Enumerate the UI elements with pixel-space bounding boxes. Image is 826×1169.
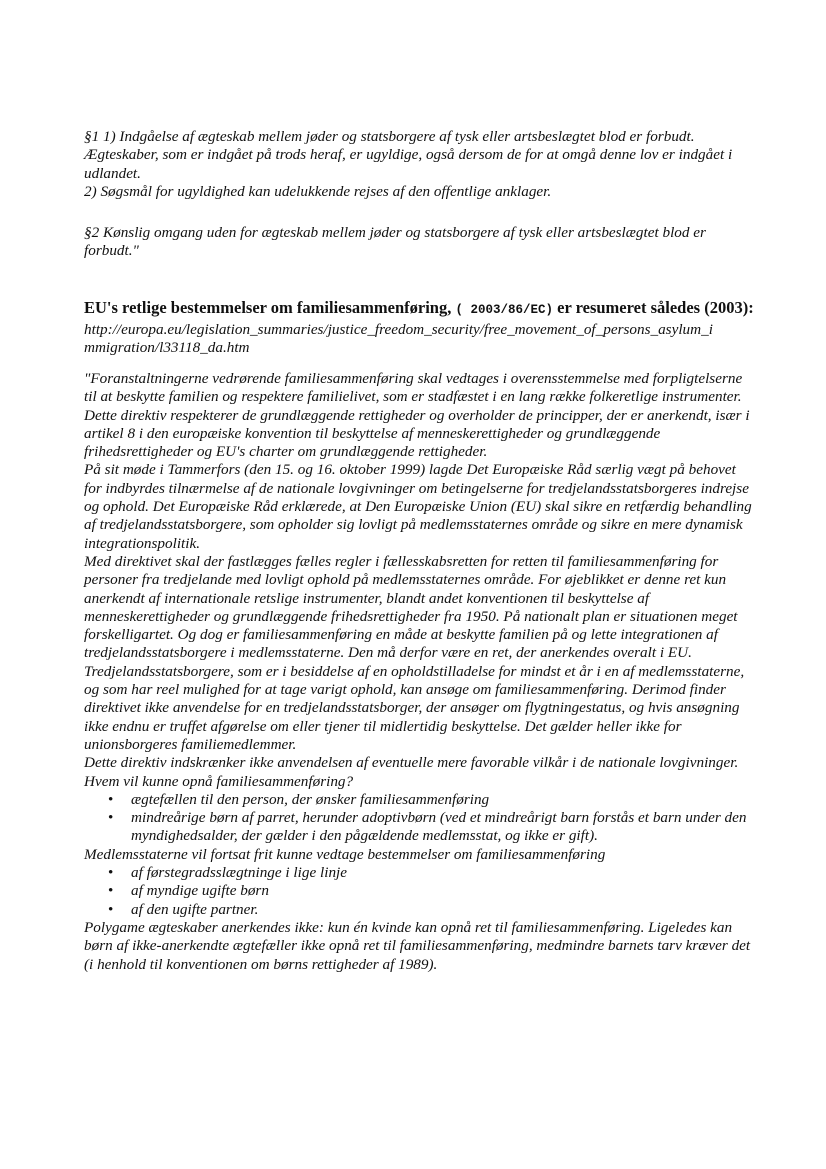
summary-paragraph-1: "Foranstaltningerne vedrørende familiesammenføring skal vedtages i overensstemmelse med forpligtelserne til at beskytte familien og respektere familielivet, som er stadfæstet i en lang række folkeretlige instrumenter. Dette direktiv respekterer de grundlæggende rettigheder og overholder de principper, der er anerkendt, især i artikel 8 i den europæiske konvention til beskyttelse af menneskerettigheder og grundlæggende frihedsrettigheder og EU's charter om grundlæggende rettigheder. <box>84 370 750 461</box>
section-1-item-2: 2) Søgsmål for ugyldighed kan udelukkende rejses af den offentlige anklager. <box>84 182 552 200</box>
polygamy-paragraph: Polygame ægteskaber anerkendes ikke: kun én kvinde kan opnå ret til familiesammenføring. Ligeledes kan børn af ikke-anerkendte ægtefæller ikke opnå ret til familiesammenføring, medmindre barnets tarv kræver det (i henhold til konventionen om børns rettigheder af 1989). <box>84 918 751 973</box>
source-url[interactable]: http://europa.eu/legislation_summaries/justice_freedom_security/free_movement_of_persons_asylum_i mmigration/l33118_da.htm <box>84 321 713 357</box>
list-item: • af myndige ugifte børn <box>84 882 756 900</box>
member-states-list <box>84 864 756 919</box>
summary-paragraph-3: Med direktivet skal der fastlægges fælles regler i fællesskabsretten for retten til familiesammenføring for personer fra tredjelande med lovligt ophold på medlemsstaternes område. For øjeblikket er denne ret kun anerkendt af internationale retslige instrumenter, blandt andet konventionen til beskyttelse af menneskerettigheder og grundlæggende frihedsrettigheder fra 1950. På nationalt plan er situationen meget forskelligartet. Og dog er familiesammenføring en måde at beskytte familien på og lette integrationen af tredjelandsstatsborgere i medlemsstaterne. Den må derfor være en ret, der anerkendes overalt i EU. <box>84 552 738 662</box>
summary-paragraph-5: Dette direktiv indskrænker ikke anvendelsen af eventuelle mere favorable vilkår i de nationale lovgivninger. <box>84 754 739 772</box>
eligible-list <box>84 791 756 846</box>
section-1-text: §1 1) Indgåelse af ægteskab mellem jøder og statsborgere af tysk eller artsbeslægtet blod er forbudt. Ægteskaber, som er indgået på trods heraf, er ugyldige, også dersom de for at omgå denne lov er indgået i udlandet. <box>84 128 733 182</box>
summary-paragraph-2: På sit møde i Tammerfors (den 15. og 16. oktober 1999) lagde Det Europæiske Råd særlig vægt på behovet for indbyrdes tilnærmelse af de nationale lovgivninger om betingelserne for tredjelandsstatsborgeres indrejse og ophold. Det Europæiske Råd erklærede, at Den Europæiske Union (EU) skal sikre en retfærdig behandling af tredjelandsstatsborgere, som opholder sig lovligt på medlemsstaternes område og sikre en mere dynamisk integrationspolitik. <box>84 461 752 552</box>
member-states-text: Medlemsstaterne vil fortsat frit kunne vedtage bestemmelser om familiesammenføring <box>84 845 606 863</box>
summary-paragraph-4: Tredjelandsstatsborgere, som er i besiddelse af en opholdstilladelse for mindst et år i en af medlemsstaterne, og som har reel mulighed for at tage varigt ophold, kan ansøge om familiesammenføring. Derimod finder direktivet ikke anvendelse for en tredjelandsstatsborger, der ansøger om flygtningestatus, og hvis ansøgning ikke endnu er truffet afgørelse om eller tjener til midlertidig beskyttelse. Det gælder heller ikke for unionsborgeres familiemedlemmer. <box>84 662 745 753</box>
eu-heading-block <box>84 298 764 358</box>
list-item: • ægtefællen til den person, der ønsker familiesammenføring <box>84 791 756 809</box>
law-section-1 <box>84 128 756 201</box>
list-item: • mindreårige børn af parret, herunder adoptivbørn (ved et mindreårigt barn forstås et barn under den myndighedsalder, der gælder i den pågældende medlemsstat, og ikke er gift). <box>84 809 756 846</box>
list-item: • af førstegradsslægtninge i lige linje <box>84 864 756 882</box>
law-section-2 <box>84 224 756 261</box>
summary-body <box>84 370 756 974</box>
eu-heading: EU's retlige bestemmelser om familiesammenføring, ( 2003/86/EC) er resumeret således (2003): <box>84 298 754 317</box>
question-heading: Hvem vil kunne opnå familiesammenføring? <box>84 772 354 790</box>
list-item: • af den ugifte partner. <box>84 901 756 919</box>
section-2-text: §2 Kønslig omgang uden for ægteskab mellem jøder og statsborgere af tysk eller artsbeslægtet blod er forbudt." <box>84 224 706 260</box>
